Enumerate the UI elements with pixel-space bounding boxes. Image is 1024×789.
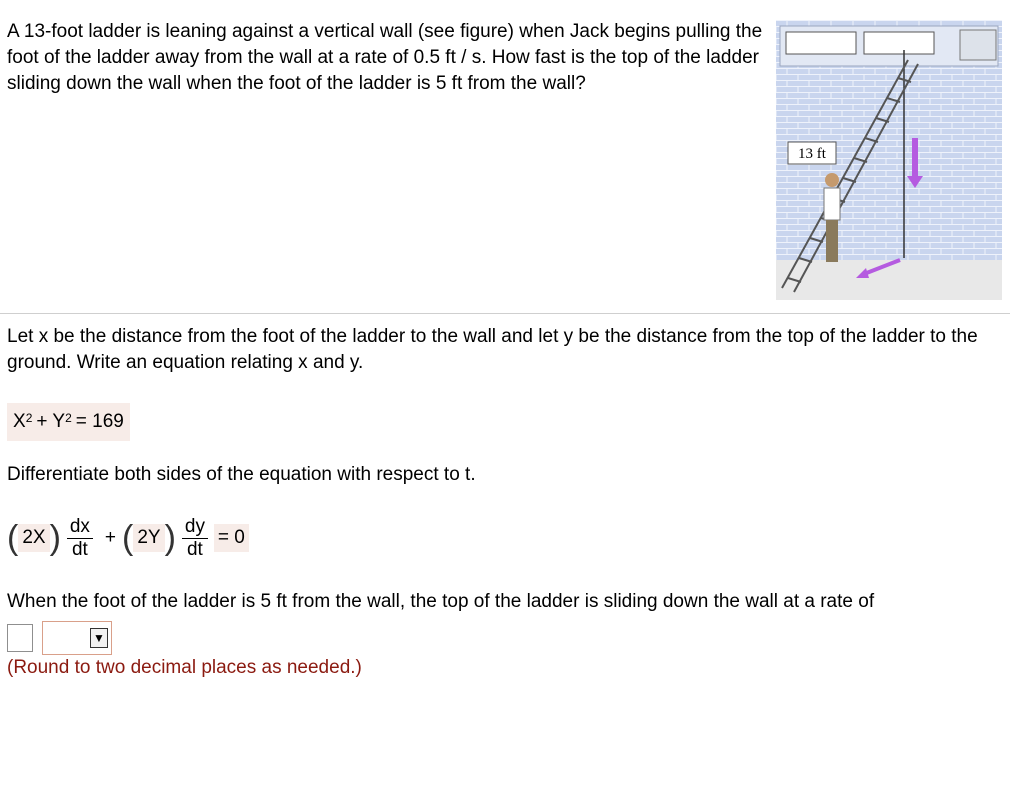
- section-divider: [0, 313, 1010, 314]
- part3-answer-row: [7, 621, 112, 655]
- part3-question: When the foot of the ladder is 5 ft from the wall, the top of the ladder is sliding down the wall at a rate of: [7, 591, 875, 612]
- ladder-figure: [776, 20, 1002, 300]
- rate-answer-input[interactable]: [7, 624, 33, 652]
- dropdown-arrow-icon[interactable]: ▼: [90, 628, 108, 648]
- dx-dt-fraction: $\frac{dx}{dt}$: [67, 516, 93, 561]
- rounding-hint: (Round to two decimal places as needed.): [7, 657, 362, 678]
- derivative-equation: ( 2X ) $\frac{dx}{dt}$ + ( 2Y ) $\frac{dy}{dt}$ = 0: [7, 512, 249, 564]
- part1-answer-equation: X $^2$ + Y $^2$ = 169: [7, 403, 130, 441]
- part2-question: Differentiate both sides of the equation with respect to t.: [7, 464, 476, 485]
- rhs-zero: = 0: [214, 524, 249, 552]
- part1-question: Let x be the distance from the foot of the ladder to the wall and let y be the distance from the top of the ladder to the ground. Write an equation relating x and y.: [7, 326, 978, 373]
- coefficient-x-answer: 2X: [18, 524, 49, 552]
- problem-statement: A 13-foot ladder is leaning against a vertical wall (see figure) when Jack begins pulling the foot of the ladder away from the wall at a rate of 0.5 ft / s. How fast is the top of the ladder sliding down the wall when the foot of the ladder is 5 ft from the wall?: [7, 21, 763, 94]
- units-dropdown[interactable]: [42, 621, 112, 655]
- coefficient-y-answer: 2Y: [133, 524, 164, 552]
- dy-dt-fraction: $\frac{dy}{dt}$: [182, 516, 208, 561]
- ladder-length-label: 13 ft: [798, 146, 826, 162]
